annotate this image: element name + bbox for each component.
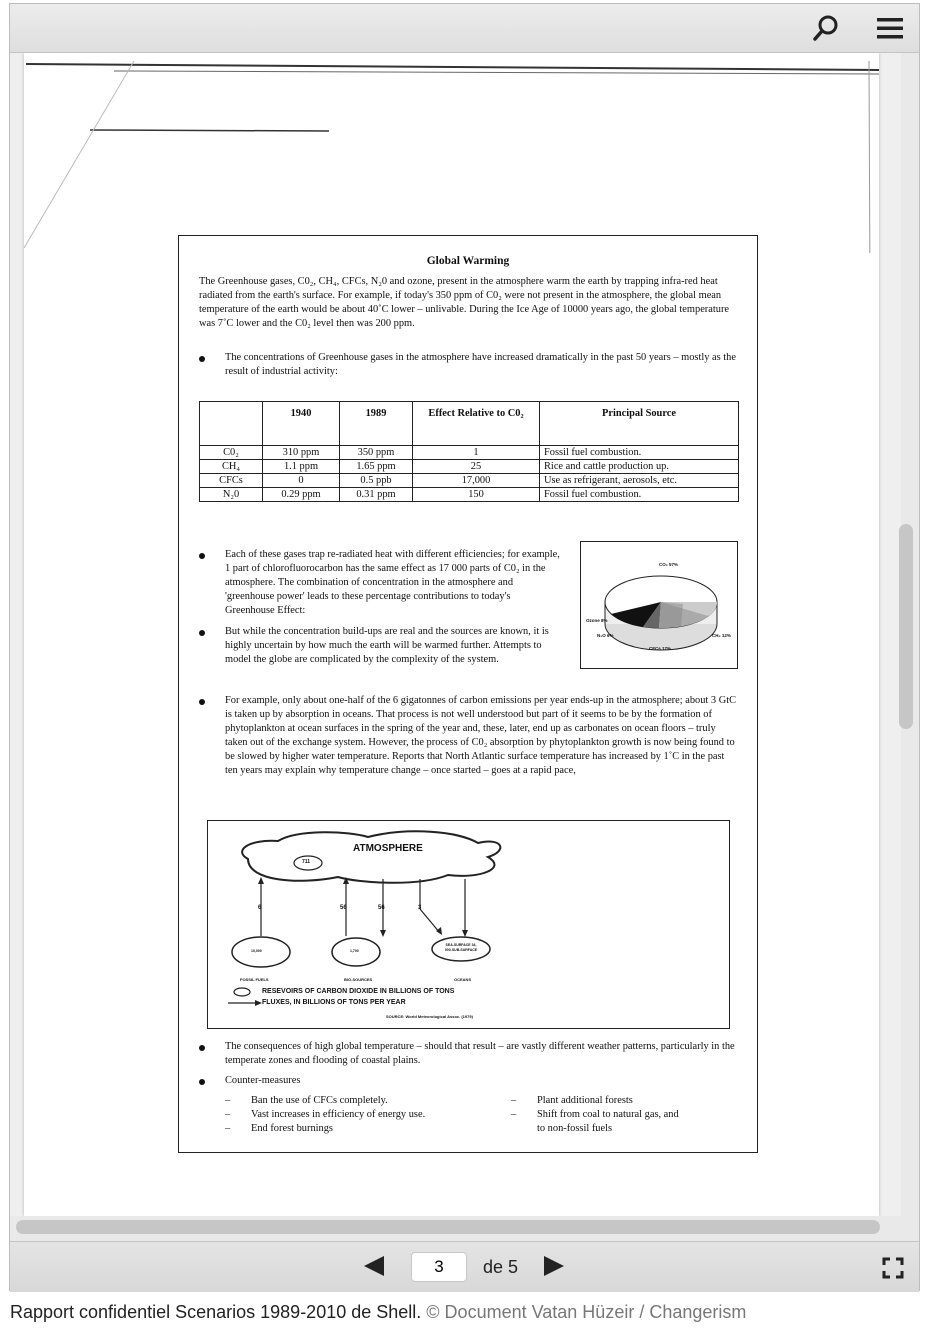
pdf-viewer: [9, 3, 920, 1291]
vertical-scrollbar[interactable]: [899, 524, 913, 729]
table-row: [200, 460, 739, 474]
flux-bio-up: 56: [340, 905, 347, 911]
measure-text: End forest burnings: [251, 1123, 333, 1134]
pie-label-ozone: Ozone 8%: [586, 618, 608, 623]
table-row: [200, 488, 739, 502]
table-cell: 1.65 ppm: [340, 460, 413, 474]
table-cell: 0.31 ppm: [340, 488, 413, 502]
measure-text: to non-fossil fuels: [537, 1123, 613, 1134]
oceans-label: OCEANS: [454, 977, 472, 982]
bullet-dot: [199, 553, 205, 559]
bullet-text: But while the concentration build-ups are real and the sources are known, it is highly uncertain by how much the earth will be warmed further. Attempts to model the globe are complicated by the complexity of the system.: [225, 626, 549, 665]
top-toolbar: [10, 4, 919, 53]
bullet-text: The consequences of high global temperature – should that result – are vastly different weather patterns, particularly in the temperate zones and flooding of coastal plains.: [225, 1041, 735, 1066]
greenhouse-pie-chart: [580, 541, 738, 669]
search-icon[interactable]: [808, 10, 844, 46]
pager-bar: [10, 1241, 919, 1292]
bullet-text: The concentrations of Greenhouse gases in the atmosphere have increased dramatically in the past 50 years – mostly as the result of industrial activity:: [225, 352, 736, 377]
table-cell: Fossil fuel combustion.: [540, 488, 739, 502]
intro-paragraph: The Greenhouse gases, C0₂, CH₄, CFCs, N₂0 and ozone, present in the atmosphere warm the earth by trapping infra-red heat radiated from the earth's surface. For example, if today's 350 ppm of C0₂ were not present in the atmosphere, the global mean temperature of the earth would be about 40˚C lower – unlivable. During the Ice Age of 10000 years ago, the global temperature was 7˚C lower and the C0₂ level then was 200 ppm.: [199, 276, 730, 329]
caption-credit: © Document Vatan Hüzeir / Changerism: [426, 1302, 747, 1322]
table-cell: 0: [263, 474, 340, 488]
diagram-source: SOURCE: World Meteorological Assoc. (1979): [386, 1014, 473, 1019]
previous-page-icon[interactable]: [362, 1254, 386, 1278]
measure-item: –: [511, 1095, 517, 1106]
page-total: de 5: [483, 1257, 519, 1277]
measure-item: –: [511, 1109, 517, 1120]
scanned-report-box: [178, 235, 758, 1153]
measure-text: Shift from coal to natural gas, and: [537, 1109, 679, 1120]
next-page-icon[interactable]: [542, 1254, 566, 1278]
table-cell: Fossil fuel combustion.: [540, 446, 739, 460]
bullet-text: Counter-measures: [225, 1075, 301, 1086]
atmosphere-value: 711: [302, 859, 311, 865]
measure-item: –: [225, 1095, 231, 1106]
bullet-dot: [199, 356, 205, 362]
table-cell: CH₄: [200, 460, 263, 474]
flux-fossil: 6: [258, 905, 262, 911]
scan-artifacts: [24, 53, 879, 253]
bullet-uncertainty: [225, 625, 561, 667]
atmosphere-label: ATMOSPHERE: [353, 843, 423, 854]
table-header: 1940: [263, 402, 340, 446]
table-cell: Rice and cattle production up.: [540, 460, 739, 474]
table-cell: 1: [413, 446, 540, 460]
flux-bio-down: 56: [378, 905, 385, 911]
caption-text: Rapport confidentiel Scenarios 1989-2010 de Shell.: [10, 1302, 422, 1322]
hamburger-menu-icon[interactable]: [872, 10, 908, 46]
legend-reservoirs: RESEVOIRS OF CARBON DIOXIDE IN BILLIONS OF TONS: [262, 988, 455, 995]
document-scroll-area[interactable]: [10, 53, 901, 1216]
bullet-consequences: [225, 1040, 739, 1068]
table-row: [200, 474, 739, 488]
carbon-cycle-diagram: [207, 820, 730, 1029]
table-header-row: [200, 402, 739, 446]
table-header: Effect Relative to C0₂: [413, 402, 540, 446]
measure-text: Plant additional forests: [537, 1095, 633, 1106]
bullet-efficiencies: [225, 548, 561, 618]
pie-label-n2o: N₂O 6%: [597, 633, 614, 638]
bullet-dot: [199, 630, 205, 636]
page-number-input[interactable]: [411, 1252, 467, 1282]
measure-item: –: [225, 1109, 231, 1120]
greenhouse-gas-table: [199, 401, 739, 502]
table-cell: N₂0: [200, 488, 263, 502]
table-cell: C0₂: [200, 446, 263, 460]
table-header: Principal Source: [540, 402, 739, 446]
table-cell: 150: [413, 488, 540, 502]
measure-item: –: [225, 1123, 231, 1134]
table-cell: 1.1 ppm: [263, 460, 340, 474]
document-title: Global Warming: [426, 255, 510, 267]
bio-value: 1,700: [350, 949, 359, 953]
bullet-text: For example, only about one-half of the 6 gigatonnes of carbon emissions per year ends-up in the atmosphere; about 3 GtC is taken up by absorption in oceans. That process is not well understood but part of it seems to be by the formation of phytoplankton at ocean surfaces in the spring of the year and, these, later, end up as carbonates on ocean floors – truly taken out of the exchange system. However, the process of C0₂ absorption by phytoplankton growth is now being found to be slowed by higher water temperature. Reports that North Atlantic surface temperature has increased by 1˚C in the past ten years may explain why temperature change – once started – goes at a rapid pace,: [225, 695, 737, 776]
fullscreen-icon[interactable]: [882, 1257, 904, 1279]
bullet-dot: [199, 699, 205, 705]
table-cell: Use as refrigerant, aerosols, etc.: [540, 474, 739, 488]
table-header: [200, 402, 263, 446]
image-caption: [10, 1302, 746, 1323]
pie-label-cfcs: CFCs 17%: [649, 646, 672, 651]
horizontal-scrollbar[interactable]: [16, 1220, 880, 1234]
bullet-dot: [199, 1045, 205, 1051]
legend-fluxes: FLUXES, IN BILLIONS OF TONS PER YEAR: [262, 999, 406, 1006]
flux-ocean: 3: [418, 905, 422, 911]
table-cell: 350 ppm: [340, 446, 413, 460]
table-cell: CFCs: [200, 474, 263, 488]
bio-sources-label: BIO-SOURCES: [344, 977, 373, 982]
fossil-fuels-label: FOSSIL FUELS: [240, 977, 269, 982]
table-cell: 0.5 ppb: [340, 474, 413, 488]
fossil-value: 10,000: [251, 949, 262, 953]
bullet-dot: [199, 1079, 205, 1085]
table-header: 1989: [340, 402, 413, 446]
bullet-concentrations: [225, 351, 739, 379]
document-page: [24, 53, 879, 1216]
bullet-carbon-emissions: [225, 694, 739, 778]
table-row: [200, 446, 739, 460]
ocean-value: SEA-SURFACE 34, 000-SUB-SURFACE: [444, 943, 478, 952]
measure-text: Ban the use of CFCs completely.: [251, 1095, 388, 1106]
pie-label-co2: CO₂ 57%: [659, 562, 679, 567]
measure-text: Vast increases in efficiency of energy use.: [251, 1109, 426, 1120]
table-cell: 310 ppm: [263, 446, 340, 460]
table-cell: 0.29 ppm: [263, 488, 340, 502]
bullet-text: Each of these gases trap re-radiated heat with different efficiencies; for example, 1 part of chlorofluorocarbon has the same effect as 17 000 parts of C0₂ in the atmosphere. The combination of concentration in the atmosphere and 'greenhouse power' leads to these percentage contributions to today's Greenhouse Effect:: [225, 549, 560, 616]
bullet-counter-measures: [225, 1074, 739, 1088]
table-cell: 17,000: [413, 474, 540, 488]
table-cell: 25: [413, 460, 540, 474]
pie-label-ch4: CH₄ 12%: [712, 633, 731, 638]
